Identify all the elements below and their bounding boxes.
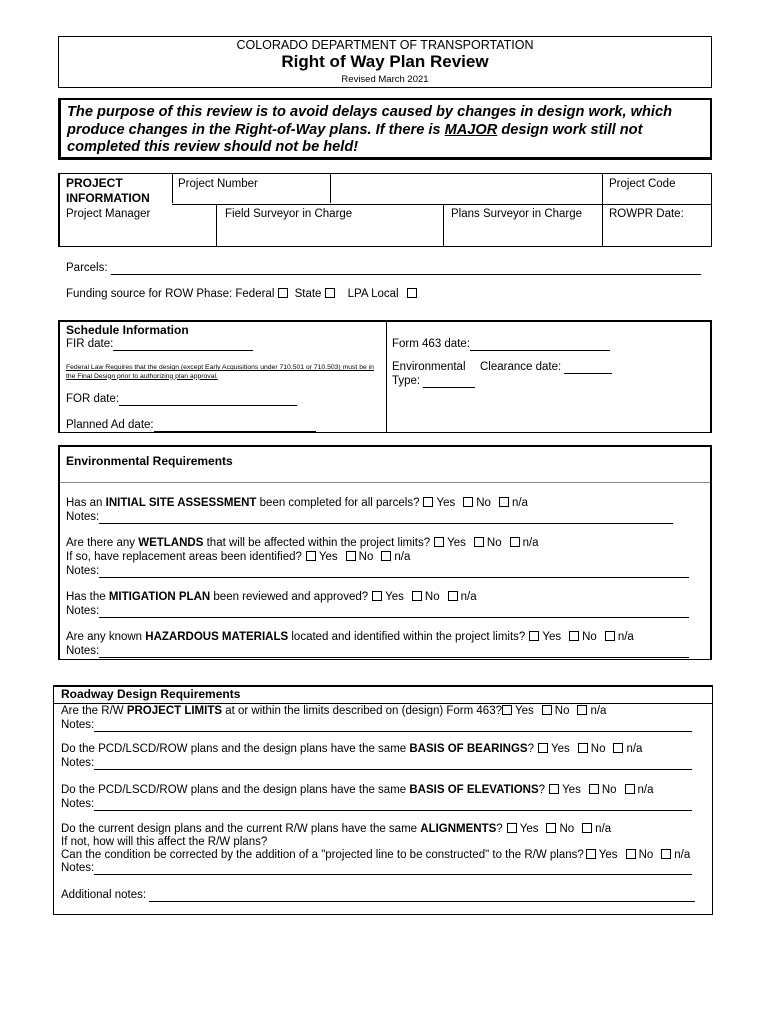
notes-label: Notes: <box>61 798 95 810</box>
road-q4b: If not, how will this affect the R/W plans? <box>61 836 268 848</box>
env-q4-notes <box>66 645 689 658</box>
road-q1-pre: Are the R/W <box>61 705 127 717</box>
parcels-field[interactable] <box>111 263 701 275</box>
road-q4-na-checkbox[interactable] <box>582 823 592 833</box>
road-q4-pre: Do the current design plans and the current R/W plans have the same <box>61 823 421 835</box>
na-label: n/a <box>674 849 691 861</box>
road-q1-notes-field[interactable] <box>94 720 692 732</box>
form463-label: Form 463 date: <box>392 338 470 350</box>
project-number-label: Project Number <box>178 178 258 190</box>
yes-label: Yes <box>447 537 466 549</box>
road-q4-post: ? <box>496 823 503 835</box>
na-label: n/a <box>595 823 612 835</box>
env-q3-notes-field[interactable] <box>99 606 689 618</box>
type-row <box>392 375 475 388</box>
header-box <box>58 36 712 88</box>
env-q4 <box>66 631 634 644</box>
env-q2b-no-checkbox[interactable] <box>346 551 356 561</box>
road-q1-bold: PROJECT LIMITS <box>126 705 223 717</box>
road-q2-no-checkbox[interactable] <box>578 743 588 753</box>
road-q3-na-checkbox[interactable] <box>625 784 635 794</box>
notes-label: Notes: <box>66 511 100 523</box>
road-q1-notes <box>61 719 692 732</box>
roadway-section <box>53 685 713 915</box>
for-label: FOR date: <box>66 393 120 405</box>
env-q2-bold: WETLANDS <box>138 537 204 549</box>
env-q1-notes-field[interactable] <box>99 512 673 524</box>
purpose-part1: The purpose of this review is to avoid delays caused by changes in design work, which produce changes in the Right-of-Way plans. If there is <box>67 104 672 138</box>
fir-field[interactable] <box>113 339 253 351</box>
purpose-major: MAJOR <box>444 121 498 138</box>
env-q2b-na-checkbox[interactable] <box>381 551 391 561</box>
funding-label: Funding source for ROW Phase: Federal <box>66 288 275 300</box>
no-label: No <box>601 784 617 796</box>
env-q3-yes-checkbox[interactable] <box>372 591 382 601</box>
plans-surveyor-label: Plans Surveyor in Charge <box>451 208 583 220</box>
form463-field[interactable] <box>470 339 610 351</box>
road-q2-pre: Do the PCD/LSCD/ROW plans and the design plans have the same <box>61 743 410 755</box>
parcels-row <box>66 262 701 275</box>
rowpr-date-label: ROWPR Date: <box>609 208 684 220</box>
env-q2-post: that will be affected within the project limits? <box>203 537 431 549</box>
env-q1-yes-checkbox[interactable] <box>423 497 433 507</box>
project-manager-label: Project Manager <box>66 208 151 220</box>
env-q2b-text: If so, have replacement areas been identified? <box>66 551 302 563</box>
revised-date: Revised March 2021 <box>341 74 429 85</box>
environmental-section <box>58 445 712 660</box>
road-q4c-text: Can the condition be corrected by the addition of a "projected line to be constructed" to the R/W plans? <box>61 849 584 861</box>
road-q3-yes-checkbox[interactable] <box>549 784 559 794</box>
road-q3-notes-field[interactable] <box>94 799 692 811</box>
type-label: Type: <box>392 375 421 387</box>
yes-label: Yes <box>515 705 534 717</box>
env-q4-post: located and identified within the project limits? <box>288 631 526 643</box>
yes-label: Yes <box>562 784 581 796</box>
na-label: n/a <box>626 743 643 755</box>
notes-label: Notes: <box>66 605 100 617</box>
schedule-section <box>58 320 712 433</box>
form463-row <box>392 338 610 351</box>
road-q3-notes <box>61 798 692 811</box>
road-q4c-yes-checkbox[interactable] <box>586 849 596 859</box>
road-q4c <box>61 849 690 862</box>
na-label: n/a <box>460 591 477 603</box>
no-label: No <box>424 591 440 603</box>
notes-label: Notes: <box>61 719 95 731</box>
no-label: No <box>554 705 570 717</box>
na-label: n/a <box>637 784 654 796</box>
env-q2-na-checkbox[interactable] <box>510 537 520 547</box>
road-q1-na-checkbox[interactable] <box>577 705 587 715</box>
road-q1 <box>61 705 606 718</box>
road-q2 <box>61 743 642 756</box>
notes-label: Notes: <box>66 645 100 657</box>
roadway-title: Roadway Design Requirements <box>61 687 241 701</box>
additional-notes-row <box>61 889 695 902</box>
road-q1-yes-checkbox[interactable] <box>502 705 512 715</box>
env-q4-yes-checkbox[interactable] <box>529 631 539 641</box>
notes-label: Notes: <box>61 757 95 769</box>
state-checkbox[interactable] <box>325 288 335 298</box>
road-q2-na-checkbox[interactable] <box>613 743 623 753</box>
road-q4-yes-checkbox[interactable] <box>507 823 517 833</box>
env-q1-no-checkbox[interactable] <box>463 497 473 507</box>
road-q3-no-checkbox[interactable] <box>589 784 599 794</box>
env-q2-no-checkbox[interactable] <box>474 537 484 547</box>
road-q3-post: ? <box>538 784 546 796</box>
na-label: n/a <box>522 537 539 549</box>
no-label: No <box>486 537 502 549</box>
road-q2-bold: BASIS OF BEARINGS <box>409 743 528 755</box>
road-q3-pre: Do the PCD/LSCD/ROW plans and the design plans have the same <box>61 784 410 796</box>
env-q3-notes <box>66 605 689 618</box>
na-label: n/a <box>511 497 528 509</box>
fir-row <box>66 338 253 351</box>
clearance-field[interactable] <box>564 362 612 374</box>
notes-label: Notes: <box>61 862 95 874</box>
no-label: No <box>582 631 597 643</box>
env-q4-na-checkbox[interactable] <box>605 631 615 641</box>
planned-ad-field[interactable] <box>154 420 316 432</box>
yes-label: Yes <box>436 497 456 509</box>
env-q1-bold: INITIAL SITE ASSESSMENT <box>105 497 257 509</box>
env-q2b-yes-checkbox[interactable] <box>306 551 316 561</box>
road-q4-notes-field[interactable] <box>94 863 692 875</box>
notes-label: Notes: <box>66 565 100 577</box>
road-q3 <box>61 784 654 797</box>
road-q1-no-checkbox[interactable] <box>542 705 552 715</box>
project-number-field[interactable] <box>332 176 600 202</box>
field-surveyor-label: Field Surveyor in Charge <box>225 208 353 220</box>
no-label: No <box>638 849 654 861</box>
environmental-title: Environmental Requirements <box>66 454 233 468</box>
lpa-local-label: LPA Local <box>347 288 399 300</box>
env-q3 <box>66 591 477 604</box>
env-q2-notes-field[interactable] <box>99 566 689 578</box>
road-q1-post: at or within the limits described on (design) Form 463? <box>222 705 502 717</box>
additional-notes-field[interactable] <box>149 890 695 902</box>
env-q3-post: been reviewed and approved? <box>210 591 369 603</box>
fir-label: FIR date: <box>66 338 114 350</box>
purpose-part2: design work still not completed this review should not be held! <box>67 121 643 155</box>
env-q4-pre: Are any known <box>66 631 146 643</box>
planned-ad-label: Planned Ad date: <box>66 419 154 431</box>
yes-label: Yes <box>385 591 404 603</box>
clearance-row <box>480 361 612 374</box>
clearance-label: Clearance date: <box>480 361 562 373</box>
type-field[interactable] <box>423 376 475 388</box>
project-info-table <box>58 173 712 247</box>
environmental-label: Environmental <box>392 361 466 373</box>
env-q2-yes-checkbox[interactable] <box>434 537 444 547</box>
env-q4-no-checkbox[interactable] <box>569 631 579 641</box>
na-label: n/a <box>617 631 634 643</box>
road-q2-yes-checkbox[interactable] <box>538 743 548 753</box>
road-q3-bold: BASIS OF ELEVATIONS <box>409 784 539 796</box>
yes-label: Yes <box>519 823 539 835</box>
lpa-local-checkbox[interactable] <box>407 288 417 298</box>
yes-label: Yes <box>542 631 562 643</box>
env-q1-notes <box>66 511 673 524</box>
env-q4-notes-field[interactable] <box>99 646 689 658</box>
funding-row <box>66 288 420 301</box>
road-q2-post: ? <box>527 743 534 755</box>
agency-name: COLORADO DEPARTMENT OF TRANSPORTATION <box>236 38 534 52</box>
yes-label: Yes <box>318 551 338 563</box>
env-q3-pre: Has the <box>66 591 109 603</box>
road-q2-notes <box>61 757 692 770</box>
project-heading-1: PROJECT <box>66 176 123 190</box>
na-label: n/a <box>394 551 411 563</box>
env-q2b <box>66 551 410 564</box>
yes-label: Yes <box>551 743 570 755</box>
road-q4c-na-checkbox[interactable] <box>661 849 671 859</box>
yes-label: Yes <box>598 849 618 861</box>
env-q2 <box>66 537 539 550</box>
env-q1-post: been completed for all parcels? <box>256 497 420 509</box>
env-q3-bold: MITIGATION PLAN <box>108 591 211 603</box>
no-label: No <box>476 497 491 509</box>
for-row <box>66 393 297 406</box>
road-q4-notes <box>61 862 692 875</box>
env-q4-bold: HAZARDOUS MATERIALS <box>145 631 289 643</box>
na-label: n/a <box>590 705 607 717</box>
env-q1-na-checkbox[interactable] <box>499 497 509 507</box>
road-q4 <box>61 823 611 836</box>
road-q4c-no-checkbox[interactable] <box>626 849 636 859</box>
project-heading-2: INFORMATION <box>66 191 150 205</box>
env-q1-pre: Has an <box>66 497 106 509</box>
env-q1 <box>66 497 528 510</box>
purpose-box <box>58 98 712 160</box>
env-q3-na-checkbox[interactable] <box>448 591 458 601</box>
purpose-text <box>67 104 704 157</box>
additional-notes-label: Additional notes: <box>61 889 147 901</box>
no-label: No <box>358 551 374 563</box>
parcels-label: Parcels: <box>66 262 108 274</box>
road-q4-bold: ALIGNMENTS <box>420 823 497 835</box>
state-label: State <box>294 288 322 300</box>
planned-ad-row <box>66 419 316 432</box>
federal-checkbox[interactable] <box>278 288 288 298</box>
page-title: Right of Way Plan Review <box>281 52 489 71</box>
no-label: No <box>590 743 606 755</box>
federal-law-note: Federal Law Requires that the design (except Early Acquisitions under 710.501 or 710.503) must be in the Final Design prior to authorizing plan approval. <box>66 364 374 380</box>
road-q4-no-checkbox[interactable] <box>546 823 556 833</box>
road-q2-notes-field[interactable] <box>94 758 692 770</box>
project-code-label: Project Code <box>609 178 676 190</box>
schedule-title: Schedule Information <box>66 323 189 337</box>
env-q2-notes <box>66 565 689 578</box>
env-q2-pre: Are there any <box>66 537 139 549</box>
env-q3-no-checkbox[interactable] <box>412 591 422 601</box>
no-label: No <box>559 823 575 835</box>
for-field[interactable] <box>119 394 297 406</box>
